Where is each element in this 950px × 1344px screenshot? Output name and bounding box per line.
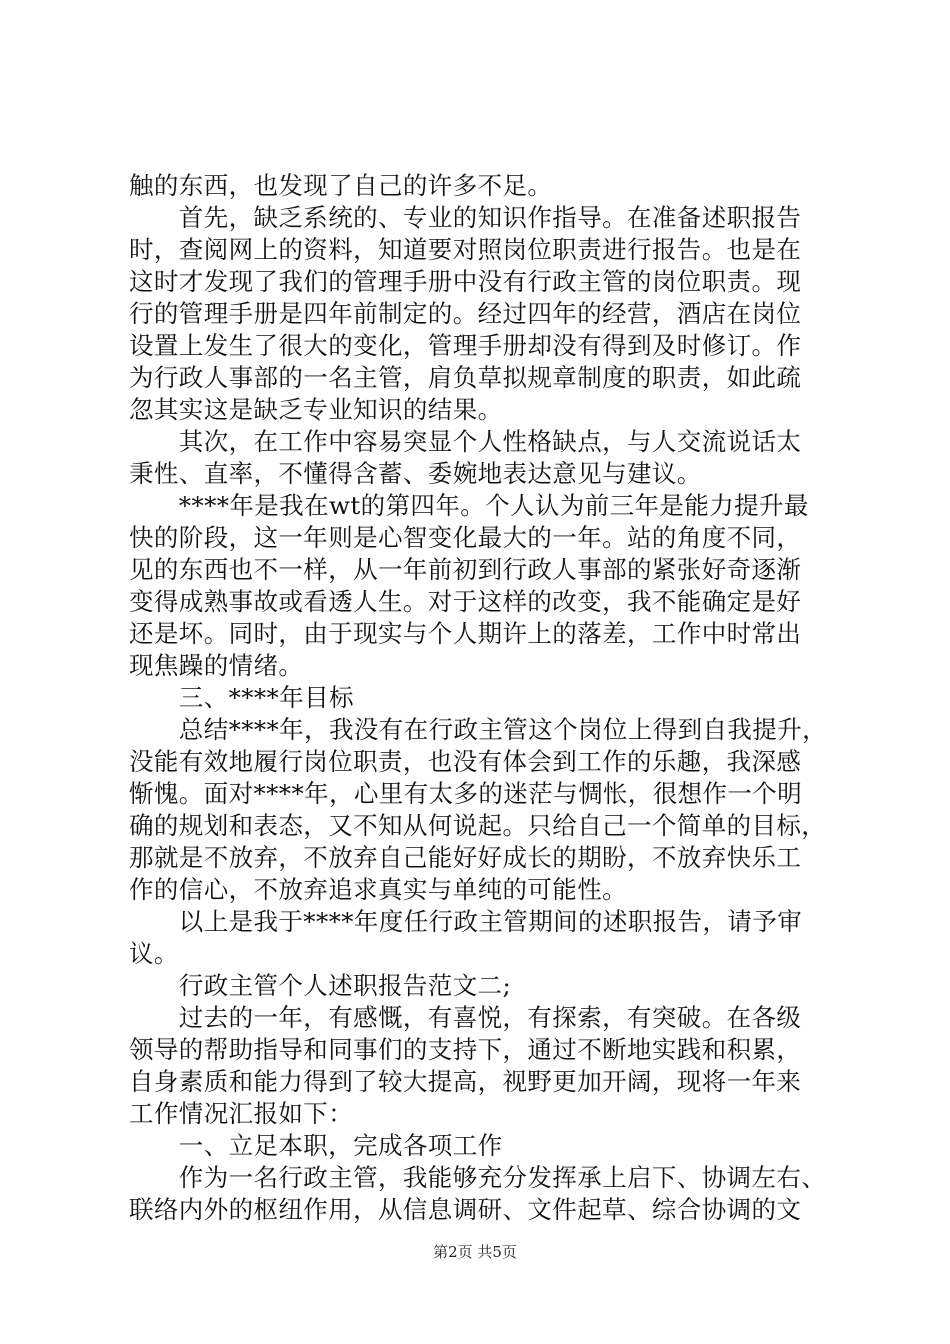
- text-line: 其次，在工作中容易突显个人性格缺点，与人交流说话太: [129, 427, 802, 456]
- text-line: 联络内外的枢纽作用，从信息调研、文件起草、综合协调的文: [129, 1195, 802, 1224]
- text-line: 见的东西也不一样，从一年前初到行政人事部的紧张好奇逐渐: [129, 555, 802, 584]
- text-line: 这时才发现了我们的管理手册中没有行政主管的岗位职责。现: [129, 267, 802, 296]
- text-line: 首先，缺乏系统的、专业的知识作指导。在准备述职报告: [129, 203, 802, 232]
- text-line: 工作情况汇报如下：: [129, 1099, 354, 1128]
- text-line: 时，查阅网上的资料，知道要对照岗位职责进行报告。也是在: [129, 235, 802, 264]
- text-line: 为行政人事部的一名主管，肩负草拟规章制度的职责，如此疏: [129, 363, 802, 392]
- text-line: 行的管理手册是四年前制定的。经过四年的经营，酒店在岗位: [129, 299, 802, 328]
- text-line: 自身素质和能力得到了较大提高，视野更加开阔，现将一年来: [129, 1067, 802, 1096]
- text-line: ****年是我在wt的第四年。个人认为前三年是能力提升最: [129, 491, 809, 520]
- text-line: 确的规划和表态，又不知从何说起。只给自己一个简单的目标，: [129, 811, 827, 840]
- text-line: 作的信心，不放弃追求真实与单纯的可能性。: [129, 875, 627, 904]
- text-line: 惭愧。面对****年，心里有太多的迷茫与惆怅，很想作一个明: [129, 779, 803, 808]
- text-line: 总结****年，我没有在行政主管这个岗位上得到自我提升，: [129, 715, 827, 744]
- text-line: 忽其实这是缺乏专业知识的结果。: [129, 395, 503, 424]
- section-heading: 一、立足本职，完成各项工作: [129, 1131, 503, 1160]
- text-line: 快的阶段，这一年则是心智变化最大的一年。站的角度不同，: [129, 523, 802, 552]
- document-body: [129, 170, 829, 1226]
- text-line: 领导的帮助指导和同事们的支持下，通过不断地实践和积累，: [129, 1035, 802, 1064]
- text-line: 还是坏。同时，由于现实与个人期许上的落差，工作中时常出: [129, 619, 802, 648]
- text-line: 触的东西，也发现了自己的许多不足。: [129, 171, 553, 200]
- text-line: 现焦躁的情绪。: [129, 651, 304, 680]
- text-line: 设置上发生了很大的变化，管理手册却没有得到及时修订。作: [129, 331, 802, 360]
- section-heading: 行政主管个人述职报告范文二;: [129, 971, 512, 1000]
- text-line: 议。: [129, 939, 179, 968]
- text-line: 那就是不放弃，不放弃自己能好好成长的期盼，不放弃快乐工: [129, 843, 802, 872]
- text-line: 没能有效地履行岗位职责，也没有体会到工作的乐趣，我深感: [129, 747, 802, 776]
- text-line: 过去的一年，有感慨，有喜悦，有探索，有突破。在各级: [129, 1003, 802, 1032]
- text-line: 变得成熟事故或看透人生。对于这样的改变，我不能确定是好: [129, 587, 802, 616]
- text-line: 以上是我于****年度任行政主管期间的述职报告，请予审: [129, 907, 803, 936]
- text-line: 秉性、直率，不懂得含蓄、委婉地表达意见与建议。: [129, 459, 702, 488]
- text-line: 作为一名行政主管，我能够充分发挥承上启下、协调左右、: [129, 1163, 827, 1192]
- section-heading: 三、****年目标: [129, 683, 354, 712]
- page-number-footer: 第2页 共5页: [433, 1243, 517, 1261]
